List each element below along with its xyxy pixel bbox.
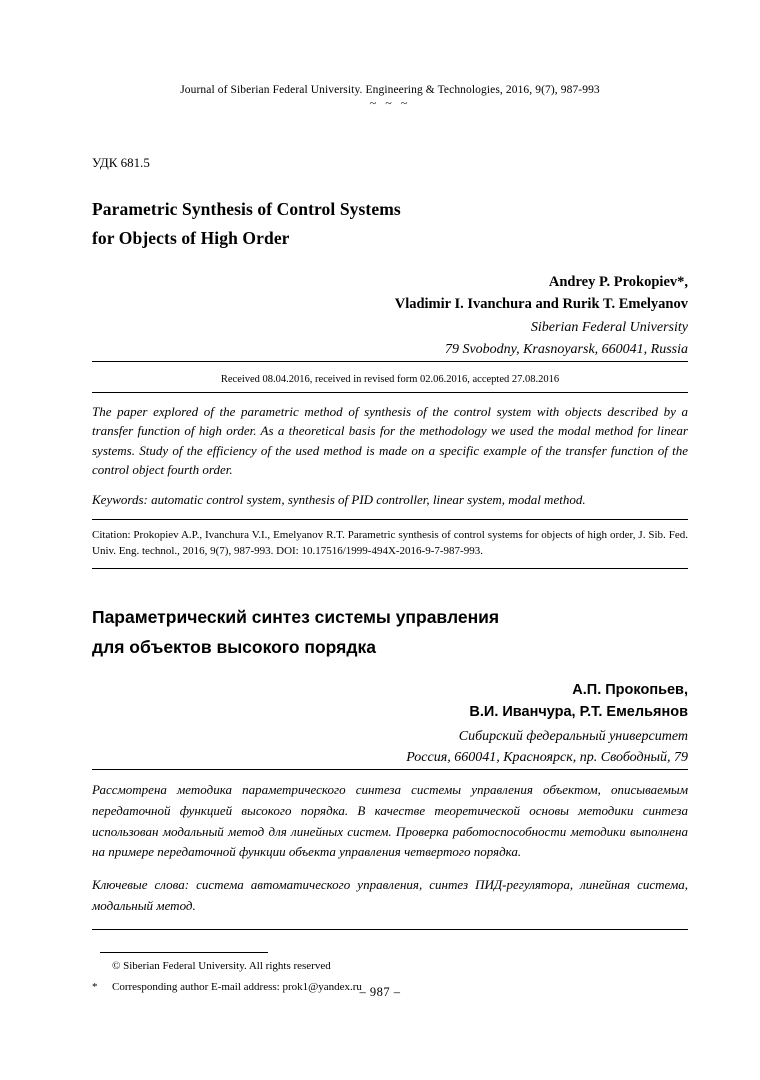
affiliation-en-line2: 79 Svobodny, Krasnoyarsk, 660041, Russia <box>444 342 688 358</box>
footnote-mark: * <box>92 981 98 994</box>
footnote-copyright: © Siberian Federal University. All rights reserved <box>112 959 331 972</box>
authors-ru-line2: В.И. Иванчура, Р.Т. Емельянов <box>469 704 688 721</box>
citation-en: Citation: Prokopiev A.P., Ivanchura V.I., Emelyanov R.T. Parametric synthesis of control systems for objects of high order, J. Sib. Fed. Univ. Eng. technol., 2016, 9(7), 987-993. DOI: 10.17516/1999-494X-2016-9-7-987-993. <box>92 529 688 558</box>
rule-above-citation <box>92 519 688 520</box>
page-number: – 987 – <box>359 985 401 999</box>
keywords-ru: Ключевые слова: система автоматического управления, синтез ПИД-регулятора, линейная система, модальный метод. <box>92 877 688 914</box>
affiliation-ru-line1: Сибирский федеральный университет <box>458 728 688 744</box>
rule-below-received <box>92 392 688 393</box>
article-title-en-line1: Parametric Synthesis of Control Systems <box>92 198 401 219</box>
abstract-en: The paper explored of the parametric method of synthesis of the control system with objects described by a transfer function of high order. As a theoretical basis for the methodology we used the modal method for linear systems. Study of the efficiency of the used method is made on a specific example of the transfer function of the control object fourth order. <box>92 403 688 478</box>
udc-code: УДК 681.5 <box>92 154 150 170</box>
rule-below-keywords-ru <box>92 929 688 930</box>
rule-above-abstract-ru <box>92 769 688 770</box>
authors-ru <box>92 679 688 724</box>
article-title-ru <box>92 603 688 663</box>
affiliation-en <box>92 317 688 360</box>
article-title-en <box>92 195 688 253</box>
authors-en-line2: Vladimir I. Ivanchura and Rurik T. Emelyanov <box>394 296 688 313</box>
authors-en-line1: Andrey P. Prokopiev*, <box>548 273 688 290</box>
abstract-ru: Рассмотрена методика параметрического синтеза системы управления объектом, описываемым передаточной функцией высокого порядка. В качестве теоретической основы методики синтеза использован модальный метод для линейных систем. Проверка работоспособности методики выполнена на примере передаточной функции объекта управления четвертого порядка. <box>92 782 688 860</box>
affiliation-ru <box>92 726 688 769</box>
rule-below-citation <box>92 568 688 569</box>
page-content <box>92 0 688 996</box>
article-title-en-line2: for Objects of High Order <box>92 227 290 248</box>
article-title-ru-line1: Параметрический синтез системы управления <box>92 607 500 628</box>
ornament-divider: ~ ~ ~ <box>369 95 411 110</box>
affiliation-ru-line2: Россия, 660041, Красноярск, пр. Свободный, 79 <box>406 750 688 766</box>
footnote-separator <box>100 952 268 953</box>
keywords-en: Keywords: automatic control system, synthesis of PID controller, linear system, modal method. <box>92 491 586 507</box>
rule-above-received <box>92 361 688 362</box>
authors-ru-line1: А.П. Прокопьев, <box>572 681 688 698</box>
running-head: Journal of Siberian Federal University. Engineering & Technologies, 2016, 9(7), 987-993 <box>180 84 600 96</box>
received-dates: Received 08.04.2016, received in revised form 02.06.2016, accepted 27.08.2016 <box>220 373 560 385</box>
authors-en <box>92 271 688 316</box>
footnote-corresponding-text: Corresponding author E-mail address: prok1@yandex.ru <box>112 981 362 994</box>
affiliation-en-line1: Siberian Federal University <box>530 320 688 336</box>
article-title-ru-line2: для объектов высокого порядка <box>92 636 376 657</box>
